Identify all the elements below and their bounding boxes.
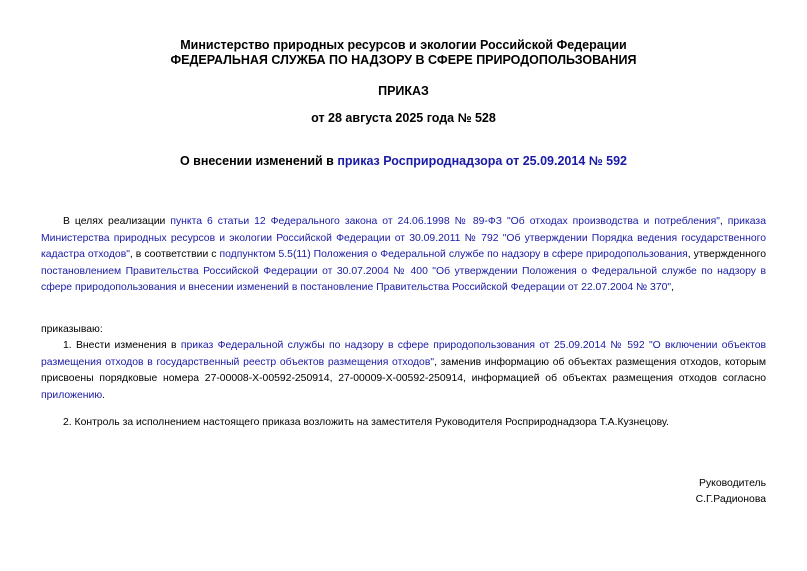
document-title xyxy=(0,153,807,169)
document-type: ПРИКАЗ xyxy=(378,84,429,98)
signatory-role: Руководитель xyxy=(699,478,766,489)
preamble-text-2: , xyxy=(719,216,728,227)
amended-order-link[interactable]: приказ Федеральной службы по надзору в сфере природопользования от 25.09.2014 № 592 "О включении объектов размещения отходов в государственный реестр объектов размещения отходов" xyxy=(41,340,766,368)
federal-law-link[interactable]: пункта 6 статьи 12 Федерального закона от 24.06.1998 № 89-ФЗ "Об отходах производства и потребления" xyxy=(170,216,720,227)
order-item-2: 2. Контроль за исполнением настоящего приказа возложить на заместителя Руководителя Росприроднадзора Т.А.Кузнецову. xyxy=(63,417,669,428)
preamble-text-5: , xyxy=(671,282,674,293)
preamble-text-1: В целях реализации xyxy=(63,216,171,227)
document-date-number: от 28 августа 2025 года № 528 xyxy=(311,111,496,125)
item1-text-1: 1. Внести изменения в xyxy=(63,340,181,351)
title-prefix: О внесении изменений в xyxy=(179,154,338,168)
appendix-link[interactable]: приложению xyxy=(41,389,103,401)
order-word: приказываю: xyxy=(41,324,103,335)
item1-text-2: , заменив информацию об объектах размещения отходов, которым присвоены порядковые номера 27-00008-Х-00592-250914, 27-00009-Х-00592-250914, информацией об объектах размещения отходов согласно xyxy=(41,356,766,384)
regulation-subpoint-link[interactable]: подпунктом 5.5(11) Положения о Федеральной службе по надзору в сфере природопользования xyxy=(219,249,688,260)
title-order-link[interactable]: приказ Росприроднадзора от 25.09.2014 № 592 xyxy=(337,154,628,168)
signatory-name: С.Г.Радионова xyxy=(695,494,766,505)
service-heading: ФЕДЕРАЛЬНАЯ СЛУЖБА ПО НАДЗОРУ В СФЕРЕ ПРИРОДОПОЛЬЗОВАНИЯ xyxy=(170,53,637,67)
preamble-paragraph xyxy=(41,214,766,297)
ministry-order-link[interactable]: приказа Министерства природных ресурсов и экологии Российской Федерации от 30.09.2011 № 792 "Об утверждении Порядка ведения государственного кадастра отходов" xyxy=(41,216,766,260)
government-resolution-link[interactable]: постановлением Правительства Российской Федерации от 30.07.2004 № 400 "Об утверждении Положения о Федеральной службе по надзору в сфере природопользования и внесении изменений в постановление Правительства Российской Федерации от 22.07.2004 № 370" xyxy=(41,265,766,293)
item1-text-3: . xyxy=(102,389,106,401)
preamble-text-3: , в соответствии с xyxy=(129,249,220,260)
ministry-heading: Министерство природных ресурсов и экологии Российской Федерации xyxy=(180,38,627,52)
order-item-1 xyxy=(41,338,766,404)
preamble-text-4: , утвержденного xyxy=(687,249,766,260)
